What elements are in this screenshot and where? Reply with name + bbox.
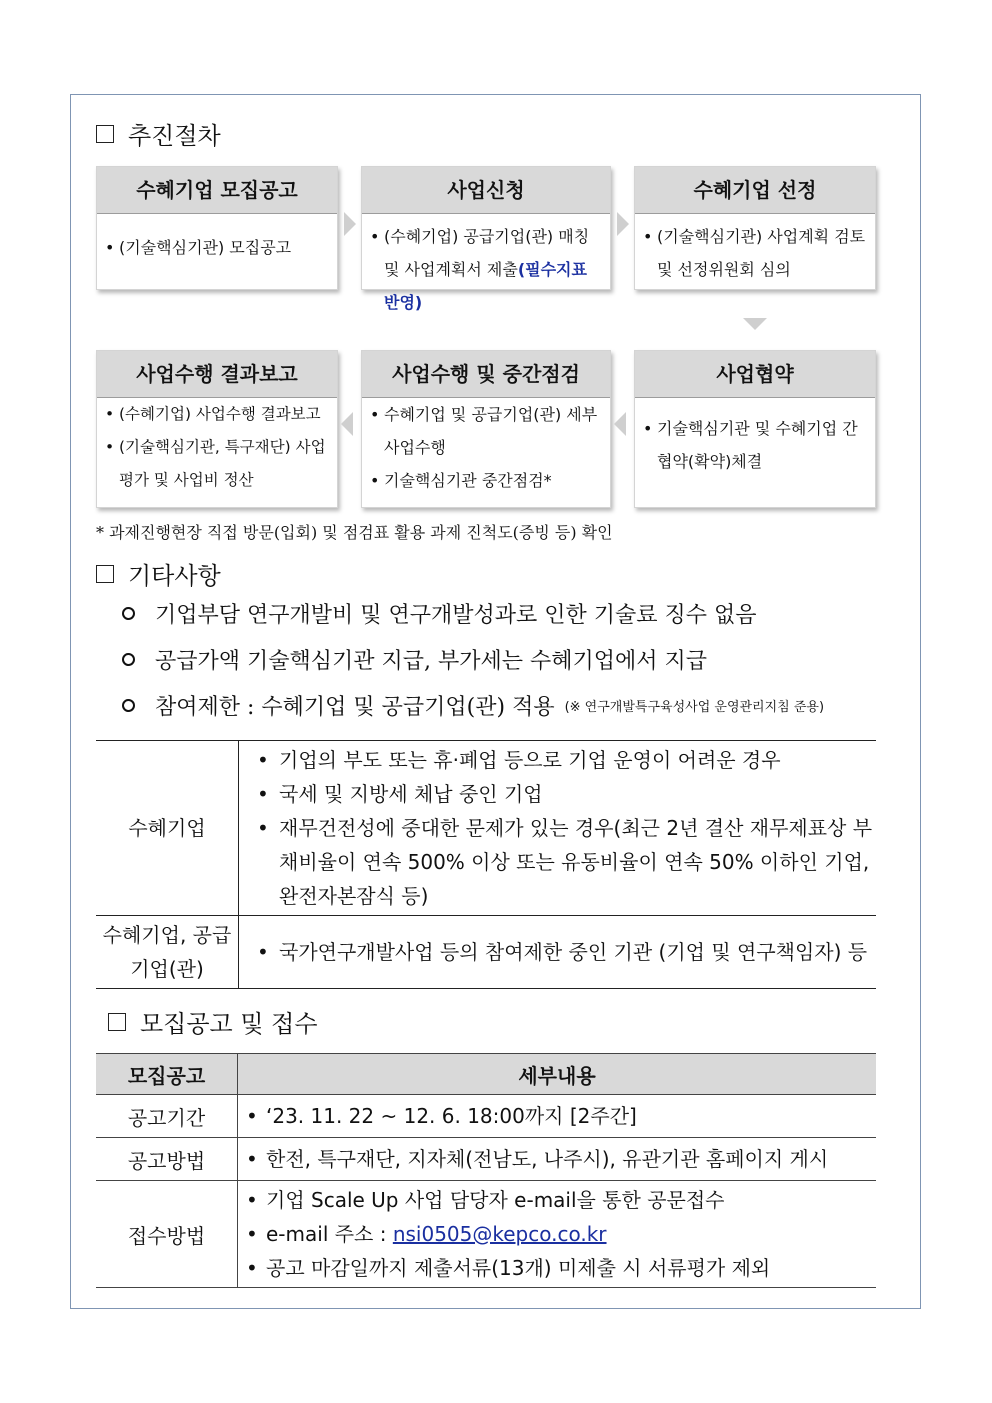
checkbox-square-icon — [96, 125, 114, 143]
row-label: 수혜기업, 공급기업(관) — [96, 916, 239, 989]
circle-bullet-icon — [122, 653, 135, 666]
arrow-left-icon — [614, 412, 626, 436]
recruit-item: 한전, 특구재단, 지자체(전남도, 나주시), 유관기관 홈페이지 게시 — [266, 1147, 829, 1171]
step-title: 사업수행 및 중간점검 — [362, 351, 610, 398]
email-label: e-mail 주소 : — [266, 1222, 393, 1246]
checkbox-square-icon — [96, 565, 114, 583]
step-box-apply: 사업신청 • (수혜기업) 공급기업(관) 매칭 및 사업계획서 제출(필수지표반영) — [361, 166, 611, 290]
row-label: 공고기간 — [96, 1095, 238, 1138]
arrow-left-icon — [341, 412, 353, 436]
procedure-footnote: * 과제진행현장 직접 방문(입회) 및 점검표 활용 과제 진척도(증빙 등) 확인 — [96, 523, 613, 542]
recruit-item: 공고 마감일까지 제출서류(13개) 미제출 시 서류평가 제외 — [266, 1256, 771, 1280]
step-box-agreement: 사업협약 • 기술핵심기관 및 수혜기업 간 협약(확약)체결 — [634, 350, 876, 508]
step-item: (수혜기업) 공급기업(관) 매칭 및 사업계획서 제출 — [384, 227, 590, 279]
restriction-item: 국세 및 지방세 체납 중인 기업 — [279, 782, 543, 806]
column-header: 세부내용 — [238, 1054, 877, 1095]
row-label: 접수방법 — [96, 1181, 238, 1288]
restriction-table — [96, 740, 876, 989]
table-row: 수혜기업 • 기업의 부도 또는 휴·폐업 등으로 기업 운영이 어려운 경우 • 국세 및 지방세 체납 중인 기업 • 재무건전성에 중대한 문제가 있는 경우(최근 2년 결산 재무제표상 부채비율이 연속 500% 이상 또는 유동비율이 연속 50% 이하인 기업, 완전자본잠식 등) — [96, 741, 876, 916]
row-label: 공고방법 — [96, 1138, 238, 1181]
step-box-recruit: 수혜기업 모집공고 • (기술핵심기관) 모집공고 — [96, 166, 338, 290]
required-indicator-note: (필수지표반영) — [384, 260, 587, 312]
step-box-midcheck: 사업수행 및 중간점검 • 수혜기업 및 공급기업(관) 세부사업수행 • 기술핵심기관 중간점검* — [361, 350, 611, 508]
other-item: 참여제한 : 수혜기업 및 공급기업(관) 적용 (※ 연구개발특구육성사업 운영관리지침 준용) — [122, 690, 824, 721]
table-row: 접수방법 • 기업 Scale Up 사업 담당자 e-mail을 통한 공문접수 • e-mail 주소 : nsi0505@kepco.co.kr • 공고 마감일까지 제출서류(13개) 미제출 시 서류평가 제외 — [96, 1181, 876, 1288]
step-box-report: 사업수행 결과보고 • (수혜기업) 사업수행 결과보고 • (기술핵심기관, 특구재단) 사업평가 및 사업비 정산 — [96, 350, 338, 508]
step-item: (기술핵심기관) 사업계획 검토 및 선정위원회 심의 — [657, 227, 866, 279]
step-title: 수혜기업 선정 — [635, 167, 875, 214]
circle-bullet-icon — [122, 607, 135, 620]
step-item: 기술핵심기관 중간점검* — [384, 471, 552, 490]
table-header-row — [96, 1054, 876, 1095]
checkbox-square-icon — [108, 1013, 126, 1031]
step-box-select: 수혜기업 선정 • (기술핵심기관) 사업계획 검토 및 선정위원회 심의 — [634, 166, 876, 290]
procedure-section-title: 추진절차 — [96, 116, 221, 151]
recruit-table — [96, 1053, 876, 1288]
recruit-item: ‘23. 11. 22 ~ 12. 6. 18:00까지 [2주간] — [266, 1104, 637, 1128]
email-link[interactable]: nsi0505@kepco.co.kr — [392, 1222, 607, 1246]
step-item: (수혜기업) 사업수행 결과보고 — [119, 405, 321, 423]
restriction-item: 재무건전성에 중대한 문제가 있는 경우(최근 2년 결산 재무제표상 부채비율이 연속 500% 이상 또는 유동비율이 연속 50% 이하인 기업, 완전자본잠식 등) — [279, 816, 873, 908]
other-item: 기업부담 연구개발비 및 연구개발성과로 인한 기술료 징수 없음 — [122, 598, 757, 629]
step-item: 기술핵심기관 및 수혜기업 간 협약(확약)체결 — [657, 419, 858, 471]
other-section-title: 기타사항 — [96, 556, 221, 591]
table-row: 공고기간 • ‘23. 11. 22 ~ 12. 6. 18:00까지 [2주간] — [96, 1095, 876, 1138]
column-header: 모집공고 — [96, 1054, 238, 1095]
step-item: (기술핵심기관) 모집공고 — [119, 238, 292, 257]
step-item: 수혜기업 및 공급기업(관) 세부사업수행 — [384, 405, 598, 457]
restriction-item: 국가연구개발사업 등의 참여제한 중인 기관 (기업 및 연구책임자) 등 — [279, 940, 868, 964]
recruit-section-title: 모집공고 및 접수 — [108, 1004, 318, 1039]
step-title: 사업신청 — [362, 167, 610, 214]
guideline-note: (※ 연구개발특구육성사업 운영관리지침 준용) — [564, 700, 825, 715]
row-label: 수혜기업 — [96, 741, 239, 916]
step-title: 사업협약 — [635, 351, 875, 398]
other-item: 공급가액 기술핵심기관 지급, 부가세는 수혜기업에서 지급 — [122, 644, 707, 675]
step-item: (기술핵심기관, 특구재단) 사업평가 및 사업비 정산 — [119, 438, 326, 489]
table-row: 공고방법 • 한전, 특구재단, 지자체(전남도, 나주시), 유관기관 홈페이지 게시 — [96, 1138, 876, 1181]
arrow-right-icon — [617, 212, 629, 236]
arrow-right-icon — [344, 212, 356, 236]
recruit-item: 기업 Scale Up 사업 담당자 e-mail을 통한 공문접수 — [266, 1188, 725, 1212]
circle-bullet-icon — [122, 699, 135, 712]
table-row: 수혜기업, 공급기업(관) • 국가연구개발사업 등의 참여제한 중인 기관 (기업 및 연구책임자) 등 — [96, 916, 876, 989]
step-title: 사업수행 결과보고 — [97, 351, 337, 398]
step-title: 수혜기업 모집공고 — [97, 167, 337, 214]
arrow-down-icon — [743, 318, 767, 330]
restriction-item: 기업의 부도 또는 휴·폐업 등으로 기업 운영이 어려운 경우 — [279, 748, 781, 772]
